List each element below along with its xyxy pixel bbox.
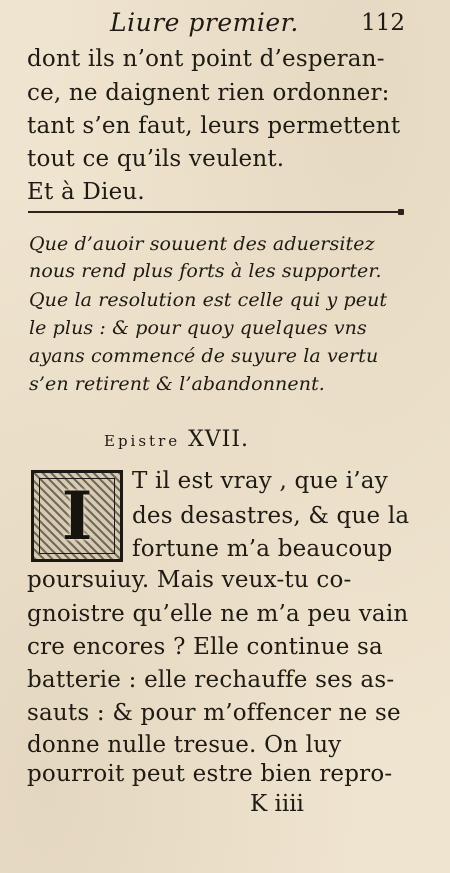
body-line: tant s’en faut, leurs permettent (27, 113, 401, 139)
epistle-line: gnoistre qu’elle ne m’a peu vain (27, 601, 409, 627)
epistle-line: poursuiuy. Mais veux-tu co- (27, 567, 352, 593)
section-rule (28, 211, 400, 213)
body-line: ce, ne daignent rien ordonner: (27, 80, 390, 106)
epistle-line: cre encores ? Elle continue sa (27, 634, 383, 660)
page-number: 112 (361, 10, 405, 36)
summary-line: le plus : & pour quoy quelques vns (29, 317, 367, 339)
decorated-initial (31, 470, 123, 562)
epistle-heading-word: Epistre (104, 432, 181, 450)
epistle-line: donne nulle tresue. On luy (27, 732, 342, 758)
body-line: dont ils n’ont point d’esperan- (27, 46, 385, 72)
epistle-line: pourroit peut estre bien repro- (27, 761, 393, 787)
epistle-line: T il est vray , que i’ay (132, 468, 388, 494)
epistle-heading (104, 427, 249, 452)
body-line: Et à Dieu. (27, 179, 145, 205)
summary-line: nous rend plus forts à les supporter. (29, 260, 382, 282)
epistle-line: batterie : elle rechauffe ses as- (27, 667, 395, 693)
epistle-line: fortune m’a beaucoup (132, 536, 393, 562)
summary-line: s’en retirent & l’abandonnent. (29, 373, 325, 395)
epistle-line: des desastres, & que la (132, 503, 410, 529)
running-head (110, 8, 405, 42)
signature-mark: K iiii (250, 791, 304, 817)
summary-line: ayans commencé de suyure la vertu (29, 345, 379, 367)
running-title: Liure premier. (110, 8, 299, 37)
epistle-line: sauts : & pour m’offencer ne se (27, 700, 401, 726)
summary-line: Que d’auoir souuent des aduersitez (29, 233, 375, 255)
summary-line: Que la resolution est celle qui y peut (29, 289, 388, 311)
body-line: tout ce qu’ils veulent. (27, 146, 285, 172)
epistle-heading-number: XVII. (188, 427, 250, 452)
initial-letter: I (61, 477, 93, 555)
